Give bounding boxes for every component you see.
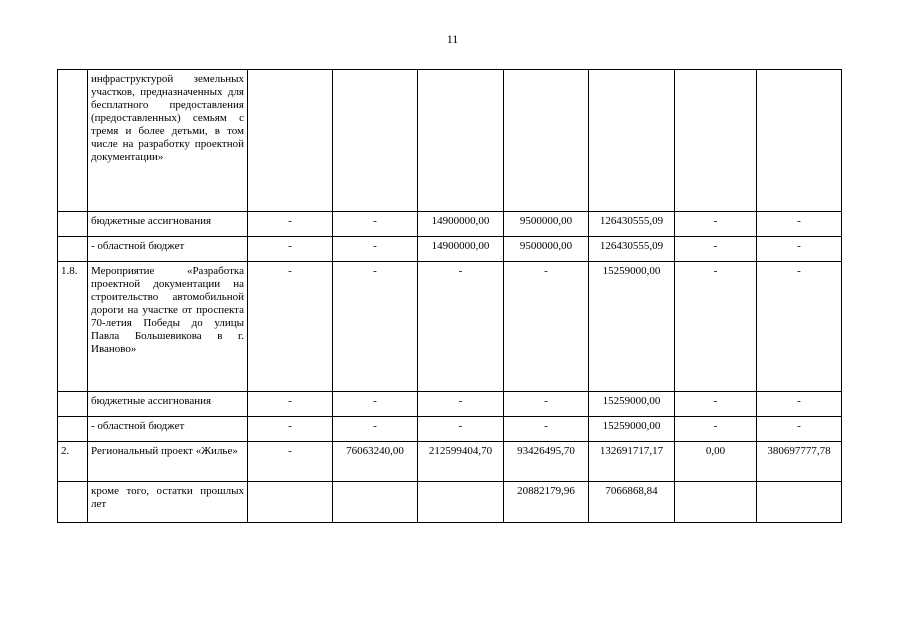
value-cell: 14900000,00 [418, 212, 504, 237]
row-number: 1.8. [58, 262, 88, 392]
value-cell: - [504, 417, 589, 442]
row-name: кроме того, остатки прошлых лет [88, 482, 248, 523]
value-cell: - [675, 417, 757, 442]
row-number [58, 70, 88, 212]
value-cell [418, 70, 504, 212]
row-name: Региональный проект «Жилье» [88, 442, 248, 482]
value-cell: - [757, 212, 842, 237]
value-cell: 15259000,00 [589, 392, 675, 417]
value-cell [675, 70, 757, 212]
value-cell: - [333, 237, 418, 262]
row-name: бюджетные ассигнования [88, 212, 248, 237]
value-cell [248, 482, 333, 523]
row-name: - областной бюджет [88, 417, 248, 442]
value-cell: 126430555,09 [589, 212, 675, 237]
value-cell: 7066868,84 [589, 482, 675, 523]
value-cell: - [248, 392, 333, 417]
value-cell: 132691717,17 [589, 442, 675, 482]
value-cell: - [333, 392, 418, 417]
value-cell [333, 482, 418, 523]
value-cell: - [504, 392, 589, 417]
value-cell: - [757, 392, 842, 417]
value-cell: - [675, 237, 757, 262]
value-cell: - [418, 417, 504, 442]
row-number [58, 237, 88, 262]
value-cell: 15259000,00 [589, 417, 675, 442]
value-cell: - [757, 417, 842, 442]
value-cell: 126430555,09 [589, 237, 675, 262]
value-cell [333, 70, 418, 212]
table-row [58, 417, 842, 442]
value-cell: 9500000,00 [504, 212, 589, 237]
table-row [58, 70, 842, 212]
value-cell: 380697777,78 [757, 442, 842, 482]
value-cell: - [675, 262, 757, 392]
row-name: инфраструктурой земельных участков, предназначенных для бесплатного предоставления (предоставленных) семьям с тремя и более детьми, в том числе на разработку проектной документации» [88, 70, 248, 212]
value-cell: 15259000,00 [589, 262, 675, 392]
value-cell: - [333, 417, 418, 442]
value-cell: - [248, 417, 333, 442]
row-number [58, 417, 88, 442]
value-cell: 20882179,96 [504, 482, 589, 523]
value-cell [757, 482, 842, 523]
row-name: - областной бюджет [88, 237, 248, 262]
value-cell [418, 482, 504, 523]
value-cell: 212599404,70 [418, 442, 504, 482]
value-cell [504, 70, 589, 212]
table-row [58, 262, 842, 392]
budget-table [57, 69, 842, 523]
row-number [58, 212, 88, 237]
value-cell: 76063240,00 [333, 442, 418, 482]
value-cell: - [757, 262, 842, 392]
value-cell: 93426495,70 [504, 442, 589, 482]
row-name: бюджетные ассигнования [88, 392, 248, 417]
table-row [58, 212, 842, 237]
value-cell: - [418, 262, 504, 392]
value-cell: 14900000,00 [418, 237, 504, 262]
table-row [58, 392, 842, 417]
value-cell: - [248, 237, 333, 262]
value-cell: - [675, 212, 757, 237]
table-row [58, 482, 842, 523]
value-cell: - [248, 262, 333, 392]
value-cell: - [757, 237, 842, 262]
table-row [58, 237, 842, 262]
value-cell: 9500000,00 [504, 237, 589, 262]
value-cell: - [418, 392, 504, 417]
value-cell [675, 482, 757, 523]
value-cell [757, 70, 842, 212]
value-cell: 0,00 [675, 442, 757, 482]
row-name: Мероприятие «Разработка проектной документации на строительство автомобильной дороги на участке от проспекта 70-летия Победы до улицы Павла Большевикова в г. Иваново» [88, 262, 248, 392]
value-cell: - [248, 212, 333, 237]
value-cell: - [248, 442, 333, 482]
page-number: 11 [446, 32, 459, 46]
value-cell [248, 70, 333, 212]
row-number [58, 482, 88, 523]
value-cell: - [504, 262, 589, 392]
row-number [58, 392, 88, 417]
row-number: 2. [58, 442, 88, 482]
value-cell: - [333, 262, 418, 392]
table-row [58, 442, 842, 482]
value-cell: - [333, 212, 418, 237]
value-cell: - [675, 392, 757, 417]
value-cell [589, 70, 675, 212]
